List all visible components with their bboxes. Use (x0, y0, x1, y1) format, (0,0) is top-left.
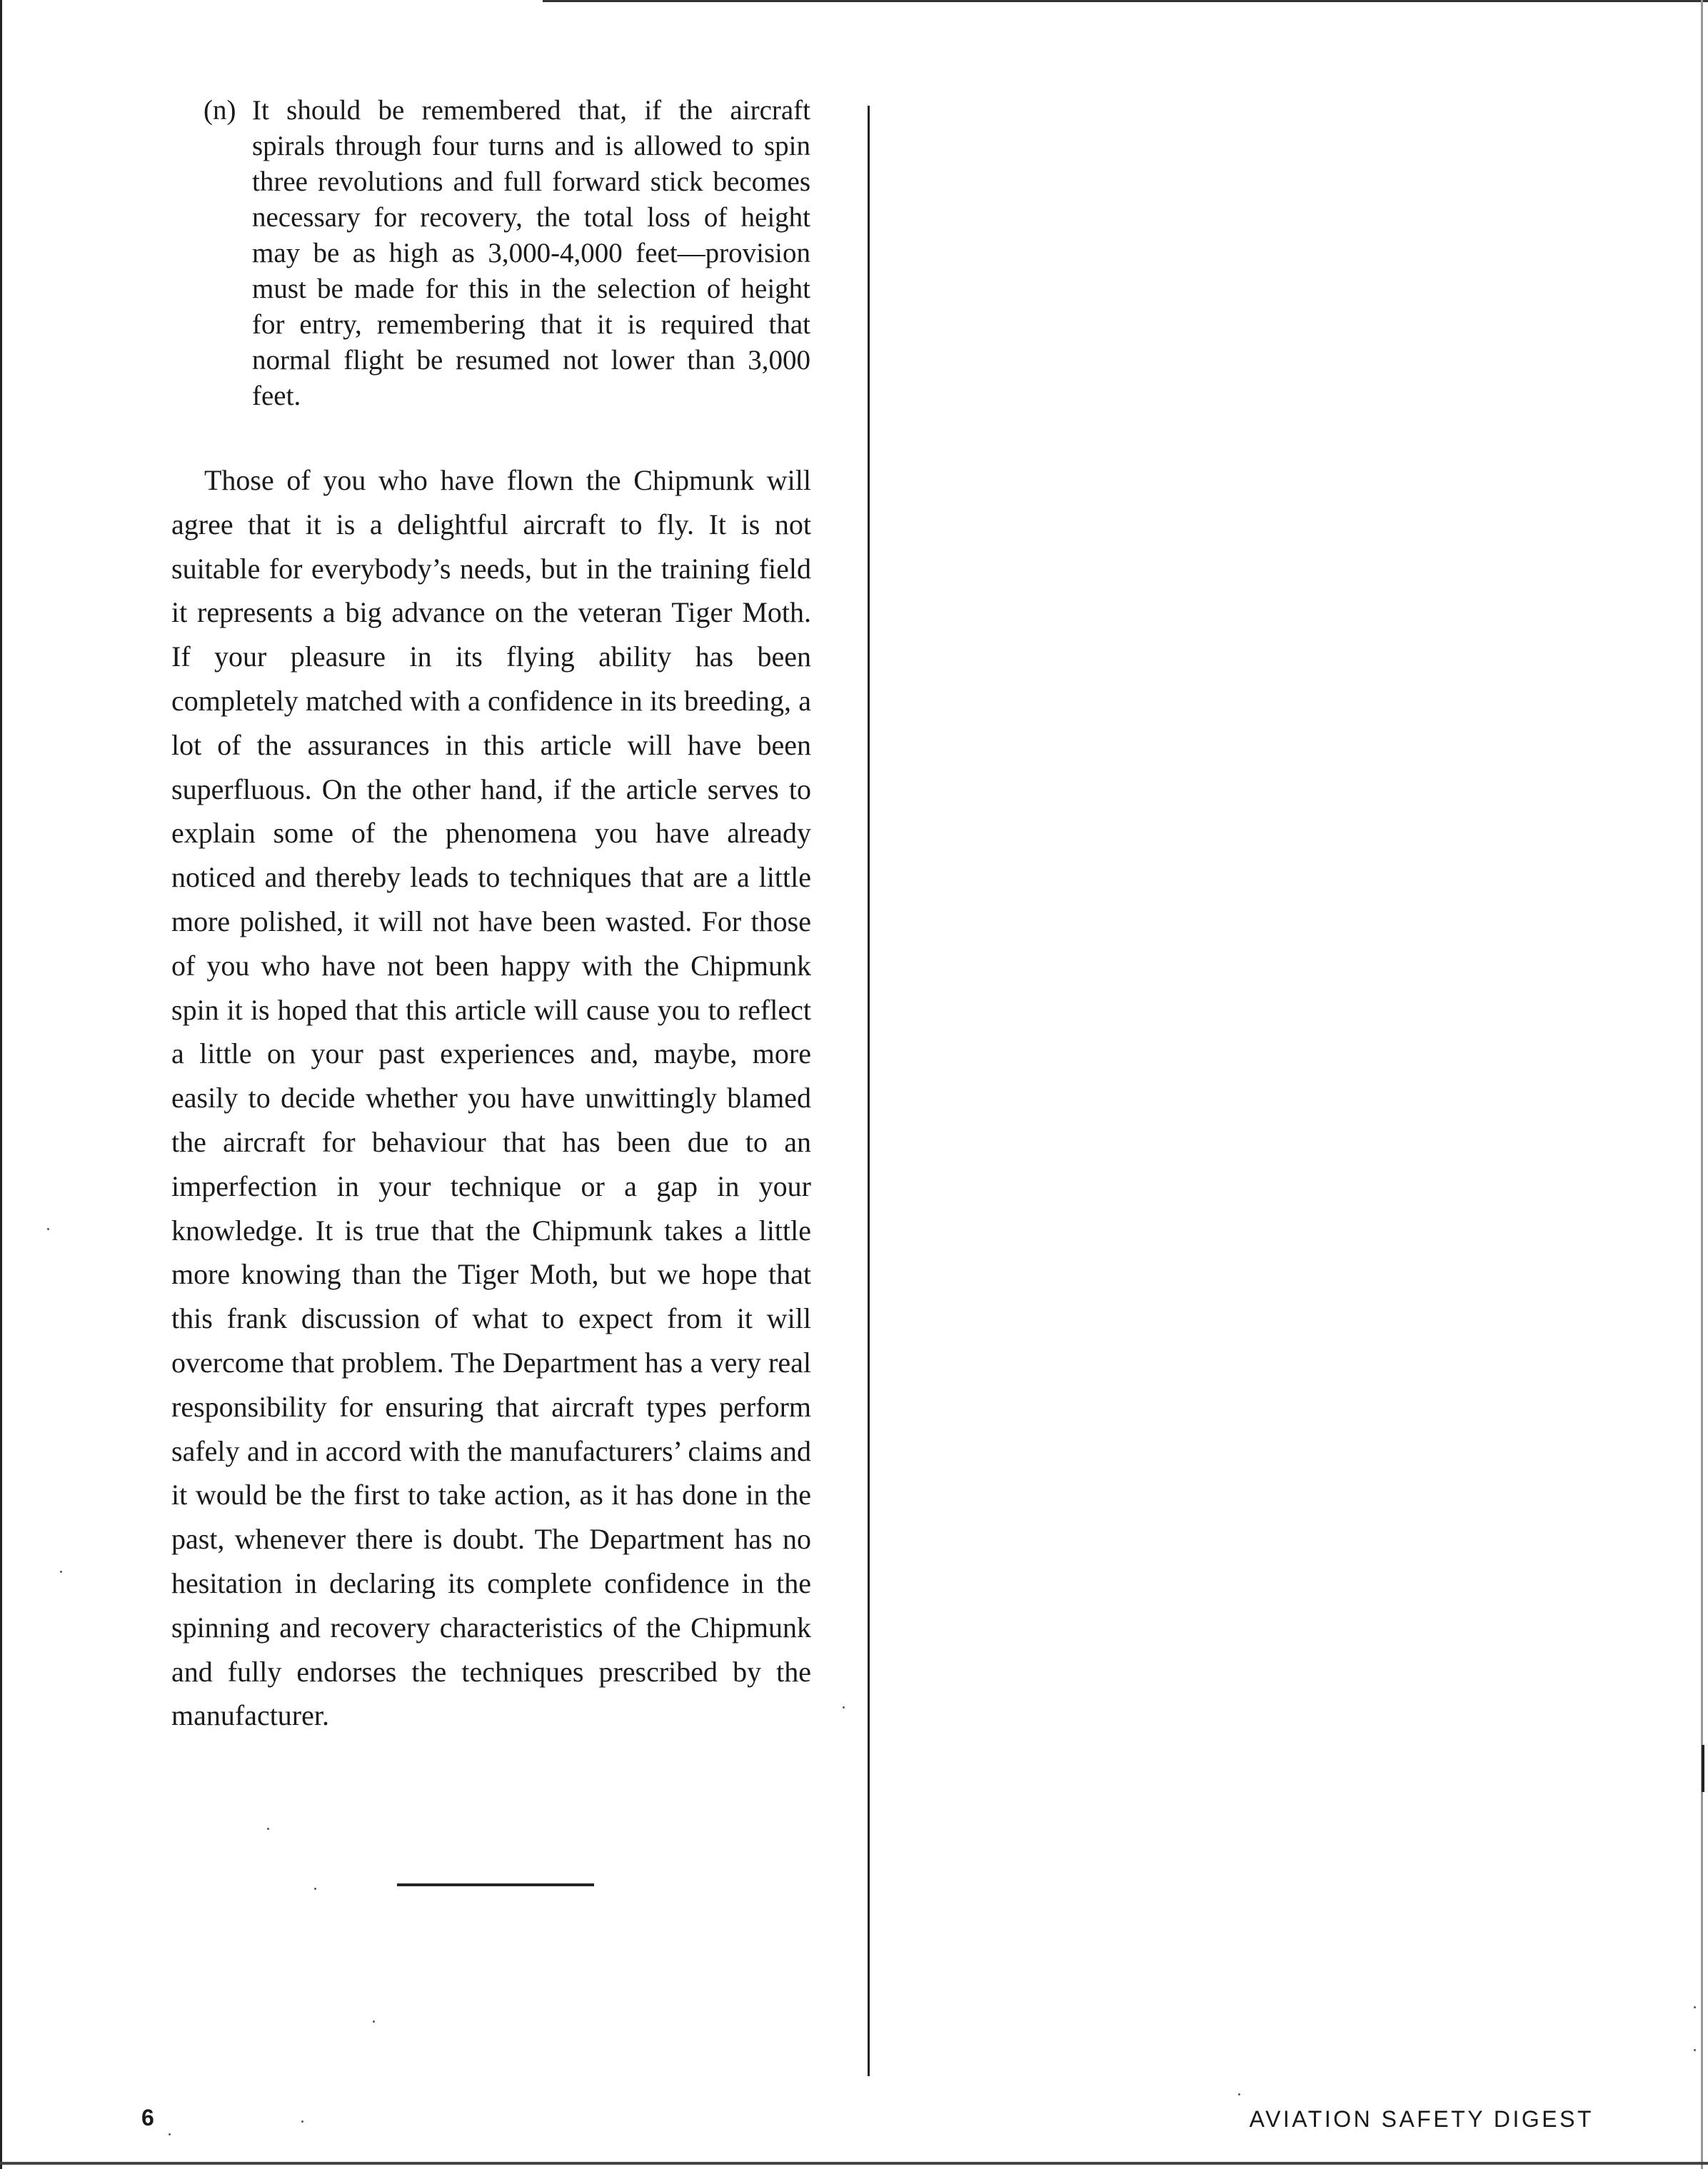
scan-speck (169, 2133, 171, 2135)
article-end-rule (397, 1883, 594, 1886)
scan-speck (1694, 2006, 1696, 2008)
scan-speck (1238, 2093, 1240, 2095)
scan-speck (373, 2020, 375, 2023)
scan-speck (843, 1706, 845, 1708)
scan-speck (1694, 2049, 1696, 2051)
list-item-text: It should be remembered that, if the aircraft spirals through four turns and is allowed to spin three revolutions and full forward stick becomes necessary for recovery, the total loss of height may be as high as 3,000-4,000 feet—provision must be made for this in the selection of height for entry, remembering that it is required that normal flight be resumed not lower than 3,000 feet. (252, 95, 810, 411)
column-divider (868, 106, 870, 2076)
margin-mark (1702, 1745, 1704, 1792)
scan-speck (301, 2120, 303, 2123)
body-paragraph: Those of you who have flown the Chipmunk will agree that it is a delightful aircraft to fly. It is not suitable for everybody’s needs, but in the training field it represents a big advance on the veteran Tiger Moth. If your pleasure in its flying ability has been completely matched with a confidence in its breeding, a lot of the assurances in this article will have been superfluous. On the other hand, if the article serves to explain some of the phenomena you have already noticed and thereby leads to techniques that are a little more polished, it will not have been wasted. For those of you who have not been happy with the Chipmunk spin it is hoped that this article will cause you to reflect a little on your past experiences and, maybe, more easily to decide whether you have unwittingly blamed the aircraft for behaviour that has been due to an imperfection in your technique or a gap in your knowledge. It is true that the Chipmunk takes a little more knowing than the Tiger Moth, but we hope that this frank discussion of what to expect from it will overcome that problem. The Department has a very real responsibility for ensuring that aircraft types perform safely and in accord with the manufacturers’ claims and it would be the first to take action, as it has done in the past, whenever there is doubt. The Department has no hesitation in declaring its complete confidence in the spinning and recovery characteristics of the Chipmunk and fully endorses the techniques prescribed by the manufacturer. (171, 464, 811, 1732)
publication-title: AVIATION SAFETY DIGEST (1249, 2106, 1594, 2132)
scan-speck (47, 1228, 49, 1230)
list-item-label: (n) (204, 95, 236, 126)
left-border-line (0, 0, 2, 2169)
scan-speck (267, 1828, 269, 1830)
bottom-border-line (0, 2162, 1708, 2165)
list-item-n (204, 93, 810, 414)
scan-speck (314, 1888, 316, 1890)
page-number: 6 (141, 2105, 155, 2130)
scan-speck (60, 1571, 62, 1573)
top-border-line (543, 0, 1708, 2)
right-border-line (1701, 0, 1703, 2169)
